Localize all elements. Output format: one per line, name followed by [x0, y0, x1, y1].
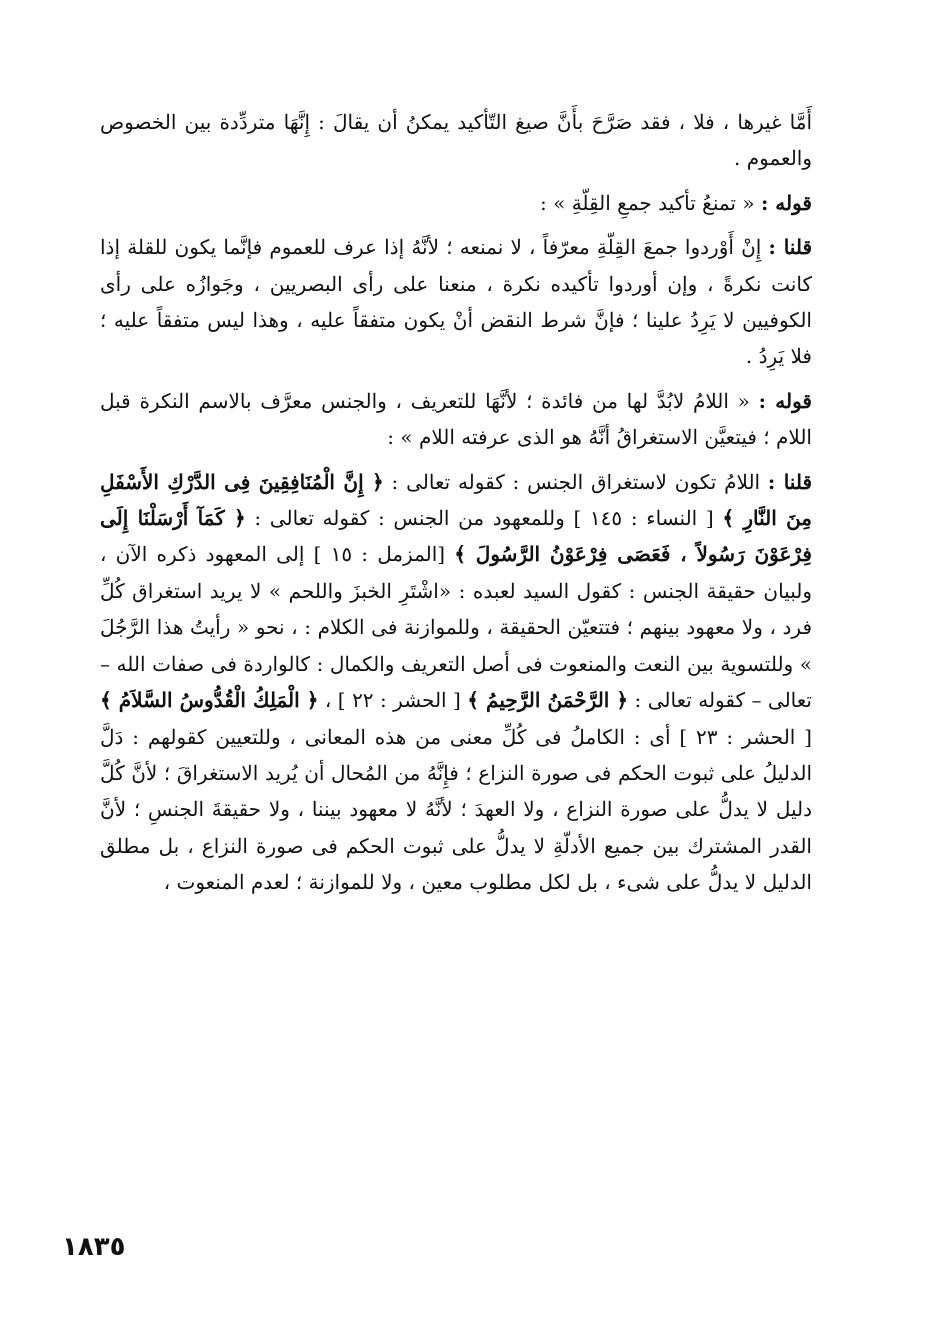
paragraph-lead: قلنا : — [767, 469, 813, 494]
paragraph — [100, 383, 812, 456]
paragraph-text: « اللامُ لابُدَّ لها من فائدة ؛ لأنَّهَا للتعريف ، والجنس معرَّف بالاسم النكرة قبل اللام ؛ فيتعيَّن الاستغراقُ أنَّهُ هو الذى عرفته اللام » : — [100, 388, 812, 450]
paragraph — [100, 464, 812, 901]
quran-verse: ﴿ كَمَآ أَرْسَلْنَا إِلَى فِرْعَوْنَ رَسُولاً ، فَعَصَى فِرْعَوْنُ الرَّسُولَ ﴾ — [100, 506, 812, 567]
paragraph-text: اللامُ تكون لاستغراق الجنس : كقوله تعالى : — [383, 469, 768, 494]
paragraph-lead: قوله : — [758, 388, 812, 413]
paragraph-text: [ النساء : ١٤٥ ] وللمعهود من الجنس : كقوله تعالى : — [245, 506, 723, 531]
paragraph — [100, 229, 812, 375]
body-text — [100, 104, 812, 901]
quran-verse: ﴿ إِنَّ الْمُنَافِقِينَ فِى الدَّرْكِ الأَسْفَلِ مِنَ النَّارِ ﴾ — [100, 469, 813, 531]
paragraph-text: [ الحشر : ٢٢ ] ، — [318, 688, 468, 713]
paragraph-text: إِنْ أَوْردوا جمعَ القِلّةِ معرّفاً ، لا نمنعه ؛ لأنَّهُ إذا عرف للعموم فإنَّما يكون للقلة إذا كانت نكرةً ، وإن أوردوا تأكيده نكرة ، منعنا على رأى البصريين ، وجَوازُه على رأى الكوفيين لا يَرِدُ علينا ؛ فإنَّ شرط النقض أنْ يكون متفقاً عليه ، وهذا ليس متفقاً عليه ؛ فلا يَرِدُ . — [100, 235, 812, 369]
quran-verse: ﴿ الرَّحْمَنُ الرَّحِيمُ ﴾ — [467, 688, 629, 713]
paragraph — [100, 185, 812, 221]
paragraph-lead: قوله : — [760, 190, 812, 215]
paragraph-lead: قلنا : — [768, 235, 813, 260]
paragraph — [100, 104, 812, 177]
page-number: ١٨٣٥ — [62, 1232, 126, 1262]
paragraph-text: [المزمل : ١٥ ] إلى المعهود ذكره الآن ، ولبيان حقيقة الجنس : كقول السيد لعبده : «اشْتَرِ الخبزَ واللحم » لا يريد استغراق كُلِّ فرد ، ولا معهود بينهم ؛ فتتعيّن الحقيقة ، وللموازنة فى الكلام : ، نحو « رأيتُ هذا الرَّجُلَ » وللتسوية بين النعت والمنعوت فى أصل التعريف والكمال : كالواردة فى صفات الله – تعالى – كقوله تعالى : — [100, 542, 813, 713]
paragraph-text: [ الحشر : ٢٣ ] أى : الكاملُ فى كُلِّ معنى من هذه المعانى ، وللتعيين كقولهم : دَلَّ الدليلُ على ثبوت الحكم فى صورة النزاع ؛ فإِنَّهُ من المُحال أن يُريد الاستغراقَ ؛ لأنَّ كُلَّ دليل لا يدلُّ على صورة النزاع ، ولا العهدَ ؛ لأنَّهُ لا معهود بيننا ، ولا حقيقةَ الجنسِ ؛ لأنَّ القدر المشترك بين جميع الأدلّةِ لا يدلُّ على ثبوت الحكم فى صورة النزاع ، بل مطلق الدليل لا يدلُّ على شىء ، بل لكل مطلوب معين ، ولا للموازنة ؛ لعدم المنعوت ، — [100, 724, 812, 895]
paragraph-text: أَمَّا غيرها ، فلا ، فقد صَرَّحَ بأَنَّ صيغ التّأكيد يمكنُ أن يقالَ : إِنَّهَا متردِّدة بين الخصوص والعموم . — [100, 110, 812, 171]
paragraph-text: « تمنعُ تأكيد جمعِ القِلّةِ » : — [540, 190, 761, 215]
quran-verse: ﴿ الْمَلِكُ الْقُدُّوسُ السَّلاَمُ ﴾ — [100, 688, 319, 713]
